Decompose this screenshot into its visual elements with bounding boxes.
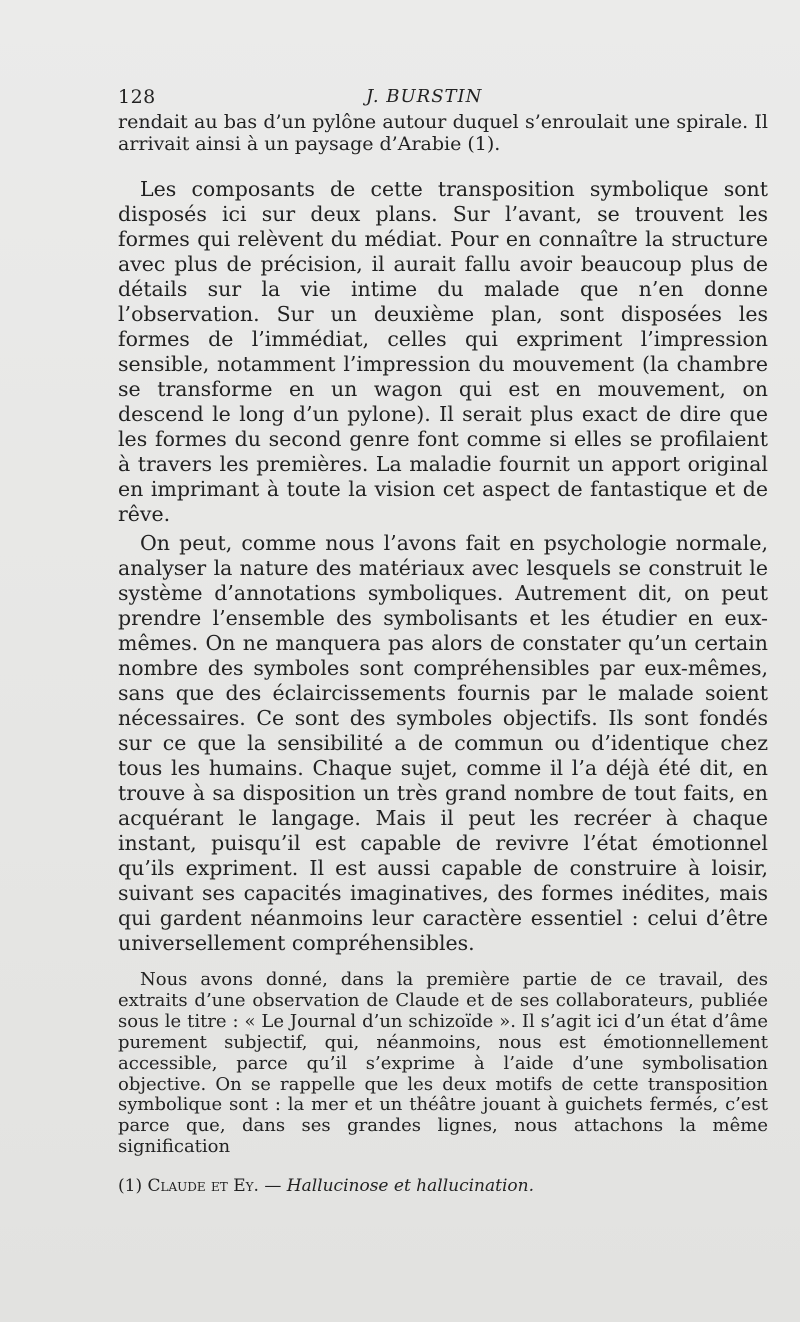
footnote bbox=[118, 1176, 768, 1196]
page-header bbox=[118, 86, 768, 112]
paragraph-transposition: Les composants de cette transposition symbolique sont disposés ici sur deux plans. Sur l’avant, se trouvent les formes qui relèvent du médiat. Pour en connaître la structure avec plus de précision, il aurait fallu avoir beaucoup plus de détails sur la vie intime du malade que n’en donne l’observation. Sur un deuxième plan, sont disposées les formes de l’immédiat, celles qui expriment l’impression sensible, notamment l’impression du mouvement (la chambre se transforme en un wagon qui est en mouvement, on descend le long d’un pylone). Il serait plus exact de dire que les formes du second genre font comme si elles se profilaient à travers les premières. La maladie fournit un apport original en imprimant à toute la vision cet aspect de fantastique et de rêve. bbox=[118, 177, 768, 526]
running-head: J. BURSTIN bbox=[366, 86, 483, 107]
paragraph-symbol-analysis: On peut, comme nous l’avons fait en psychologie normale, analyser la nature des matériaux avec lesquels se construit le système d’annotations symboliques. Autrement dit, on peut prendre l’ensemble des symbolisants et les étudier en eux-mêmes. On ne manquera pas alors de constater qu’un certain nombre des symboles sont compréhensibles par eux-mêmes, sans que des éclaircissements fournis par le malade soient nécessaires. Ce sont des symboles objectifs. Ils sont fondés sur ce que la sensibilité a de commun ou d’identique chez tous les humains. Chaque sujet, comme il l’a déjà été dit, en trouve à sa disposition un très grand nombre de tout faits, en acquérant le langage. Mais il peut les recréer à chaque instant, puisqu’il est capable de revivre l’état émotionnel qu’ils expriment. Il est aussi capable de construire à loisir, suivant ses capacités imaginatives, des formes inédites, mais qui gardent néanmoins leur caractère essentiel : celui d’être universellement compréhensibles. bbox=[118, 531, 768, 955]
footnote-marker: (1) bbox=[118, 1176, 143, 1197]
footnote-title: Hallucinose et hallucination. bbox=[286, 1176, 534, 1197]
footnote-dash: — bbox=[264, 1176, 282, 1197]
paragraph-journal-schizoide: Nous avons donné, dans la première partie de ce travail, des extraits d’une observation de Claude et de ses collaborateurs, publiée sous le titre : « Le Journal d’un schizoïde ». Il s’agit ici d’un état d’âme purement subjectif, qui, néanmoins, nous est émotionnellement accessible, parce qu’il s’exprime à l’aide d’une symbolisation objective. On se rappelle que les deux motifs de cette transposition symbolique sont : la mer et un théâtre jouant à guichets fermés, c’est parce que, dans ses grandes lignes, nous attachons la même signification bbox=[118, 969, 768, 1158]
body-text bbox=[118, 112, 768, 1196]
paragraph-continuation: rendait au bas d’un pylône autour duquel s’enroulait une spirale. Il arrivait ainsi à un paysage d’Arabie (1). bbox=[118, 111, 768, 155]
footnote-author: Claude et Ey. bbox=[147, 1176, 259, 1197]
page-number: 128 bbox=[118, 86, 156, 108]
